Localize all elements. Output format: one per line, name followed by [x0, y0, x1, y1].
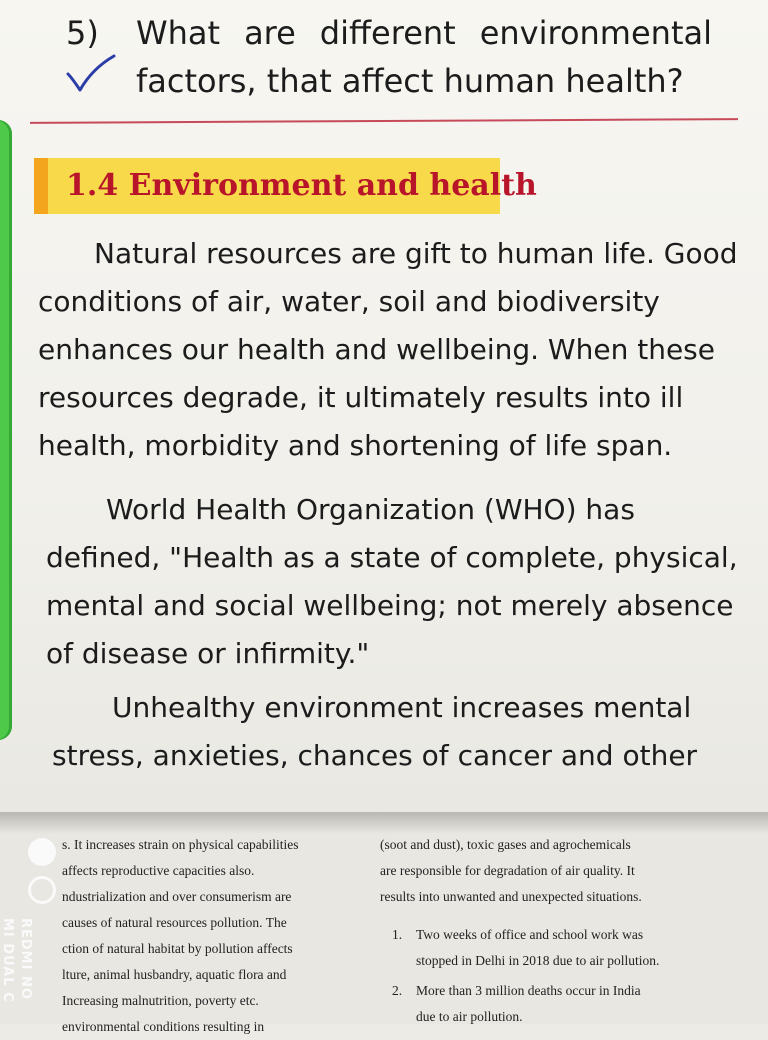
question-line-1	[136, 14, 712, 52]
watermark-dot-icon	[28, 838, 56, 866]
text-line: stopped in Delhi in 2018 due to air pollution.	[416, 953, 660, 968]
question-line-2: factors, that affect human health?	[136, 62, 684, 100]
text-line: ction of natural habitat by pollution affects	[62, 941, 293, 956]
text-line: mental and social wellbeing; not merely absence	[46, 589, 734, 622]
paragraph-unhealthy-environment	[52, 684, 724, 780]
divider-line	[30, 118, 738, 124]
text-line: affects reproductive capacities also.	[62, 863, 255, 878]
text-line: conditions of air, water, soil and biodiversity	[38, 285, 660, 318]
text-line: are responsible for degradation of air quality. It	[380, 863, 635, 878]
question-word: different	[319, 14, 456, 52]
paragraph-who-definition	[46, 486, 738, 678]
list-item	[380, 922, 710, 974]
page-fold-shadow	[0, 812, 768, 834]
text-line: (soot and dust), toxic gases and agrochemicals	[380, 837, 631, 852]
green-page-tab	[0, 120, 12, 740]
right-column-text	[380, 832, 710, 1030]
text-line: causes of natural resources pollution. The	[62, 915, 287, 930]
text-line: stress, anxieties, chances of cancer and other	[52, 739, 698, 772]
text-line: of disease or infirmity."	[46, 637, 370, 670]
watermark-ring-icon	[28, 876, 56, 904]
camera-watermark-text	[0, 918, 34, 1003]
question-word: are	[244, 14, 296, 52]
checkmark-icon	[62, 52, 118, 98]
question-number: 5)	[66, 14, 99, 52]
section-heading: 1.4 Environment and health	[66, 168, 537, 203]
text-line: World Health Organization (WHO) has	[106, 493, 635, 526]
paragraph-natural-resources	[38, 230, 738, 470]
text-line: s. It increases strain on physical capabilities	[62, 837, 299, 852]
text-line: health, morbidity and shortening of life span.	[38, 429, 673, 462]
question-word: What	[136, 14, 221, 52]
left-column-text	[62, 832, 362, 1040]
watermark-line: MI DUAL C	[0, 918, 15, 1003]
text-line: Natural resources are gift to human life. Good	[94, 237, 738, 270]
text-line: due to air pollution.	[416, 1009, 523, 1024]
text-line: results into unwanted and unexpected situations.	[380, 889, 642, 904]
text-line: Unhealthy environment increases mental	[112, 691, 692, 724]
question-word: environmental	[479, 14, 712, 52]
watermark-line: REDMI NO	[18, 918, 33, 1000]
text-line: More than 3 million deaths occur in India	[416, 983, 641, 998]
text-line: ndustrialization and over consumerism are	[62, 889, 292, 904]
text-line: Two weeks of office and school work was	[416, 927, 644, 942]
list-item	[380, 978, 710, 1030]
text-line: resources degrade, it ultimately results into ill	[38, 381, 684, 414]
text-line: defined, "Health as a state of complete, physical,	[46, 541, 738, 574]
text-line: lture, animal husbandry, aquatic flora and	[62, 967, 287, 982]
list-number: 2.	[392, 983, 403, 998]
textbook-page-lower	[0, 812, 768, 1034]
section-heading-accent-bar	[34, 158, 48, 214]
text-line: Increasing malnutrition, poverty etc.	[62, 993, 259, 1008]
text-line: environmental conditions resulting in	[62, 1019, 265, 1034]
list-number: 1.	[392, 927, 403, 942]
text-line: enhances our health and wellbeing. When these	[38, 333, 715, 366]
